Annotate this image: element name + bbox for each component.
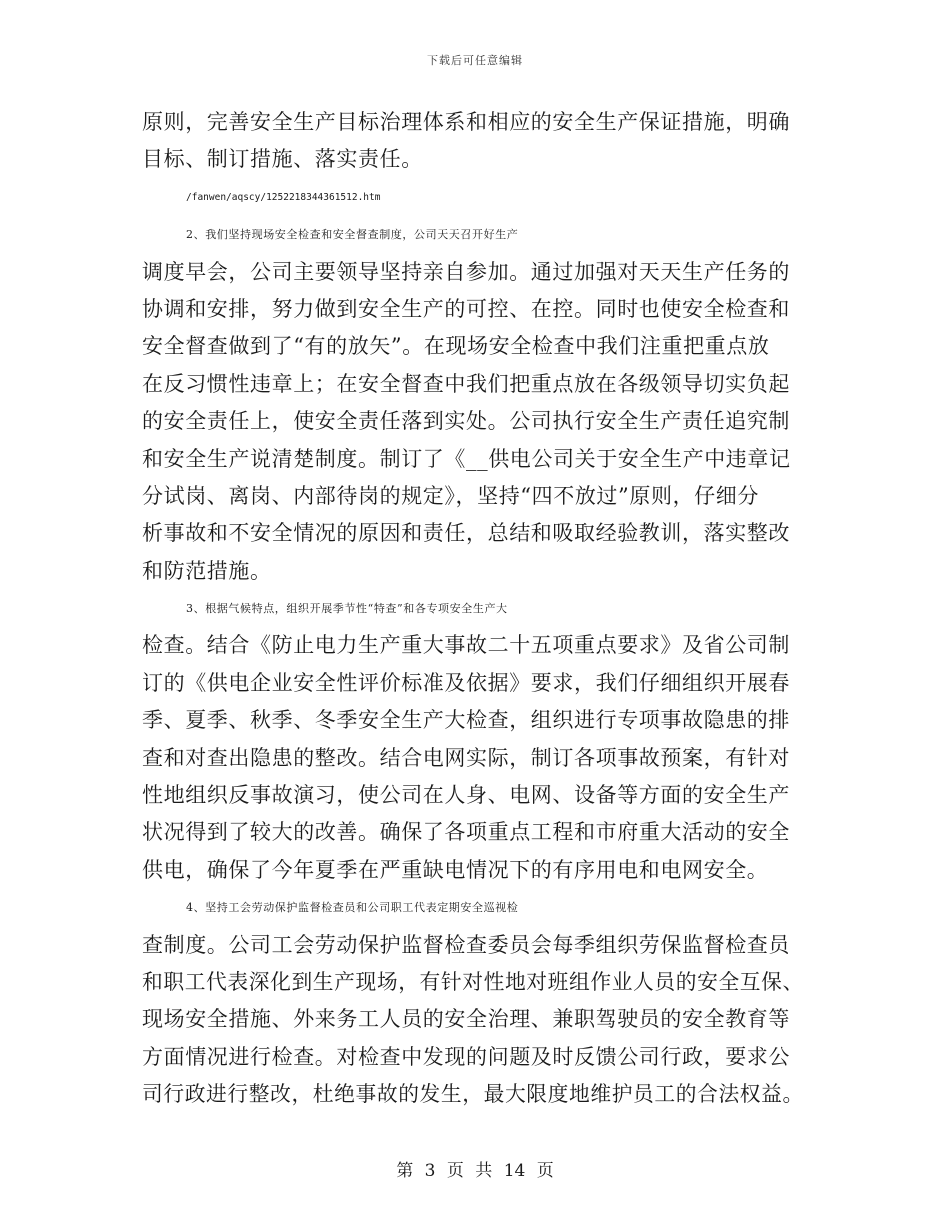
text-line: 4、坚持工会劳动保护监督检查员和公司职工代表定期安全巡视检 [186,901,519,915]
text-line: 供电，确保了今年夏季在严重缺电情况下的有序用电和电网安全。 [142,857,769,882]
text-line: 状况得到了较大的改善。确保了各项重点工程和市府重大活动的安全 [142,820,790,845]
page-number: 第 3 页 共 14 页 [396,1161,554,1181]
text-line: 3、根据气候特点，组织开展季节性“特查”和各专项安全生产大 [186,602,508,616]
text-line: 目标、制订措施、落实责任。 [142,147,423,172]
text-line: 和职工代表深化到生产现场，有针对性地对班组作业人员的安全互保、 [142,969,804,994]
text-line: 调度早会，公司主要领导坚持亲自参加。通过加强对天天生产任务的 [142,259,790,284]
document-body [142,104,808,1114]
text-line: 安全督查做到了“有的放矢”。在现场安全检查中我们注重把重点放 [142,334,770,359]
text-line: 司行政进行整改，杜绝事故的发生，最大限度地维护员工的合法权益。 [142,1082,804,1107]
text-line: 2、我们坚持现场安全检查和安全督查制度，公司天天召开好生产 [186,228,519,242]
text-line: 和安全生产说清楚制度。制订了《__供电公司关于安全生产中违章记 [142,446,791,471]
text-line: 查制度。公司工会劳动保护监督检查委员会每季组织劳保监督检查员 [142,932,790,957]
page-header: 下载后可任意编辑 [427,54,523,67]
text-line: 季、夏季、秋季、冬季安全生产大检查，组织进行专项事故隐患的排 [142,708,790,733]
url-line: /fanwen/aqscy/1252218344361512.htm [186,191,381,203]
text-line: 性地组织反事故演习，使公司在人身、电网、设备等方面的安全生产 [142,783,790,808]
text-line: 协调和安排，努力做到安全生产的可控、在控。同时也使安全检查和 [142,296,790,321]
text-line: 和防范措施。 [142,558,272,583]
text-line: 的安全责任上，使安全责任落到实处。公司执行安全生产责任追究制 [142,409,790,434]
text-line: 现场安全措施、外来务工人员的安全治理、兼职驾驶员的安全教育等 [142,1007,790,1032]
text-line: 分试岗、离岗、内部待岗的规定》，坚持“四不放过”原则，仔细分 [142,483,759,508]
text-line: 方面情况进行检查。对检查中发现的问题及时反馈公司行政，要求公 [142,1044,790,1069]
text-line: 原则，完善安全生产目标治理体系和相应的安全生产保证措施，明确 [142,110,790,134]
text-line: 检查。结合《防止电力生产重大事故二十五项重点要求》及省公司制 [142,633,790,658]
text-line: 在反习惯性违章上；在安全督查中我们把重点放在各级领导切实负起 [142,371,790,396]
text-line: 析事故和不安全情况的原因和责任，总结和吸取经验教训，落实整改 [142,521,790,546]
text-line: 订的《供电企业安全性评价标准及依据》要求，我们仔细组织开展春 [142,670,790,695]
text-line: 查和对查出隐患的整改。结合电网实际，制订各项事故预案，有针对 [142,745,790,770]
